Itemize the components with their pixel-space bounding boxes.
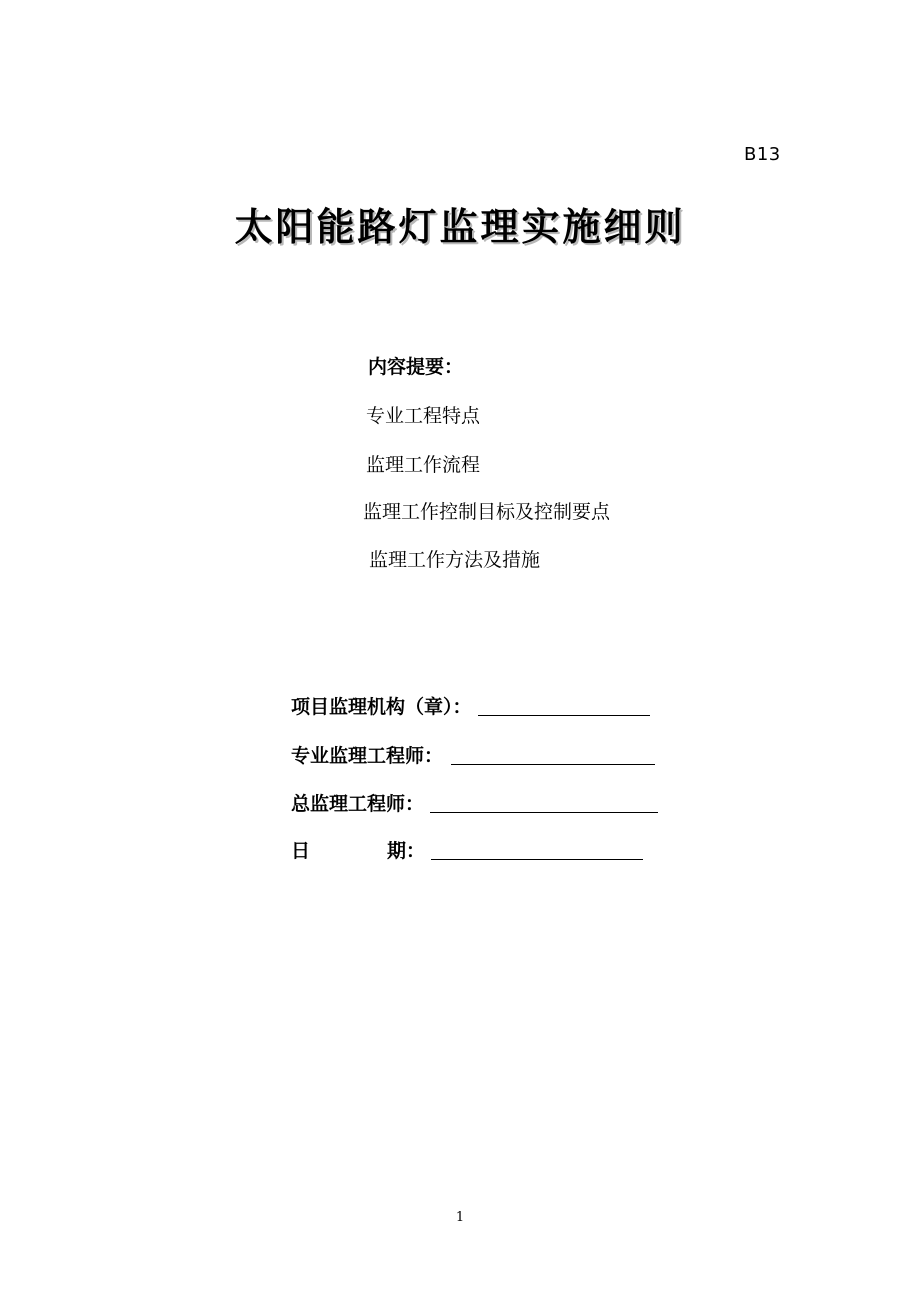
signature-row-chief (291, 789, 658, 816)
chief-signature-line (430, 794, 658, 813)
signature-row-specialist (291, 741, 655, 768)
date-label-first: 日 (291, 840, 311, 862)
specialist-signature-line (451, 746, 655, 765)
date-signature-line (431, 841, 643, 860)
organization-label: 项目监理机构（章）： (291, 696, 472, 718)
page-number: 1 (455, 1210, 465, 1225)
chief-engineer-label: 总监理工程师： (291, 793, 425, 815)
summary-item: 监理工作控制目标及控制要点 (363, 501, 611, 523)
signature-row-organization (291, 692, 650, 719)
signature-row-date (291, 836, 643, 863)
date-label-second: 期： (387, 840, 426, 862)
summary-item: 监理工作流程 (366, 454, 481, 476)
summary-item: 监理工作方法及措施 (369, 549, 541, 571)
specialist-engineer-label: 专业监理工程师： (291, 745, 444, 767)
document-title: 太阳能路灯监理实施细则 (234, 205, 686, 249)
summary-item: 专业工程特点 (366, 405, 481, 427)
summary-heading: 内容提要： (368, 356, 464, 378)
organization-signature-line (478, 697, 650, 716)
document-code: B13 (744, 144, 781, 165)
